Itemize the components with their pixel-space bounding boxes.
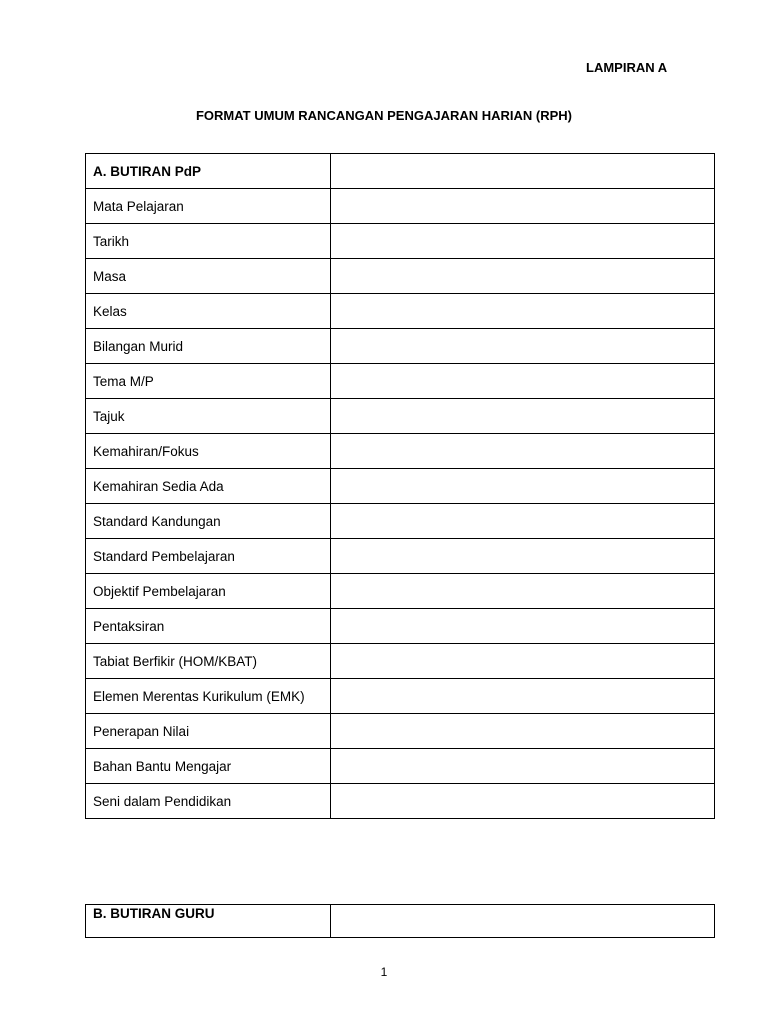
field-label: Objektif Pembelajaran — [86, 574, 331, 609]
table-row — [86, 679, 715, 714]
field-label: Tabiat Berfikir (HOM/KBAT) — [86, 644, 331, 679]
field-value-cell[interactable] — [331, 749, 715, 784]
field-label: Penerapan Nilai — [86, 714, 331, 749]
teacher-details-table — [85, 904, 715, 938]
field-label: Standard Pembelajaran — [86, 539, 331, 574]
field-value-cell[interactable] — [331, 189, 715, 224]
section-a-heading-value-cell[interactable] — [331, 154, 715, 189]
table-row — [86, 399, 715, 434]
table-row — [86, 434, 715, 469]
field-value-cell[interactable] — [331, 714, 715, 749]
section-b-value-cell[interactable] — [331, 905, 715, 938]
table-row — [86, 259, 715, 294]
field-label: Standard Kandungan — [86, 504, 331, 539]
field-value-cell[interactable] — [331, 539, 715, 574]
field-label: Tarikh — [86, 224, 331, 259]
field-label: Kelas — [86, 294, 331, 329]
field-label: Elemen Merentas Kurikulum (EMK) — [86, 679, 331, 714]
section-a-heading: A. BUTIRAN PdP — [86, 154, 331, 189]
table-row — [86, 364, 715, 399]
table-row — [86, 539, 715, 574]
lesson-details-table — [85, 153, 715, 819]
table-row — [86, 504, 715, 539]
field-label: Pentaksiran — [86, 609, 331, 644]
field-label: Bahan Bantu Mengajar — [86, 749, 331, 784]
field-value-cell[interactable] — [331, 504, 715, 539]
table-row — [86, 469, 715, 504]
table-row — [86, 749, 715, 784]
field-label: Kemahiran Sedia Ada — [86, 469, 331, 504]
field-label: Seni dalam Pendidikan — [86, 784, 331, 819]
field-value-cell[interactable] — [331, 224, 715, 259]
table-row — [86, 189, 715, 224]
field-value-cell[interactable] — [331, 329, 715, 364]
table-row — [86, 574, 715, 609]
table-row — [86, 714, 715, 749]
section-b-heading: B. BUTIRAN GURU — [86, 905, 331, 938]
field-value-cell[interactable] — [331, 679, 715, 714]
field-label: Masa — [86, 259, 331, 294]
page-number: 1 — [380, 965, 388, 979]
field-value-cell[interactable] — [331, 574, 715, 609]
document-title: FORMAT UMUM RANCANGAN PENGAJARAN HARIAN (RPH) — [195, 108, 573, 123]
field-label: Mata Pelajaran — [86, 189, 331, 224]
field-value-cell[interactable] — [331, 609, 715, 644]
table-row — [86, 329, 715, 364]
section-a-heading-row — [86, 154, 715, 189]
field-value-cell[interactable] — [331, 364, 715, 399]
field-value-cell[interactable] — [331, 294, 715, 329]
field-value-cell[interactable] — [331, 399, 715, 434]
section-b-heading-row — [86, 905, 715, 938]
field-label: Tajuk — [86, 399, 331, 434]
table-row — [86, 784, 715, 819]
table-row — [86, 644, 715, 679]
field-value-cell[interactable] — [331, 644, 715, 679]
table-row — [86, 294, 715, 329]
table-row — [86, 609, 715, 644]
field-label: Tema M/P — [86, 364, 331, 399]
field-value-cell[interactable] — [331, 469, 715, 504]
field-label: Bilangan Murid — [86, 329, 331, 364]
field-value-cell[interactable] — [331, 784, 715, 819]
field-value-cell[interactable] — [331, 259, 715, 294]
table-row — [86, 224, 715, 259]
field-value-cell[interactable] — [331, 434, 715, 469]
appendix-label: LAMPIRAN A — [586, 60, 668, 75]
field-label: Kemahiran/Fokus — [86, 434, 331, 469]
